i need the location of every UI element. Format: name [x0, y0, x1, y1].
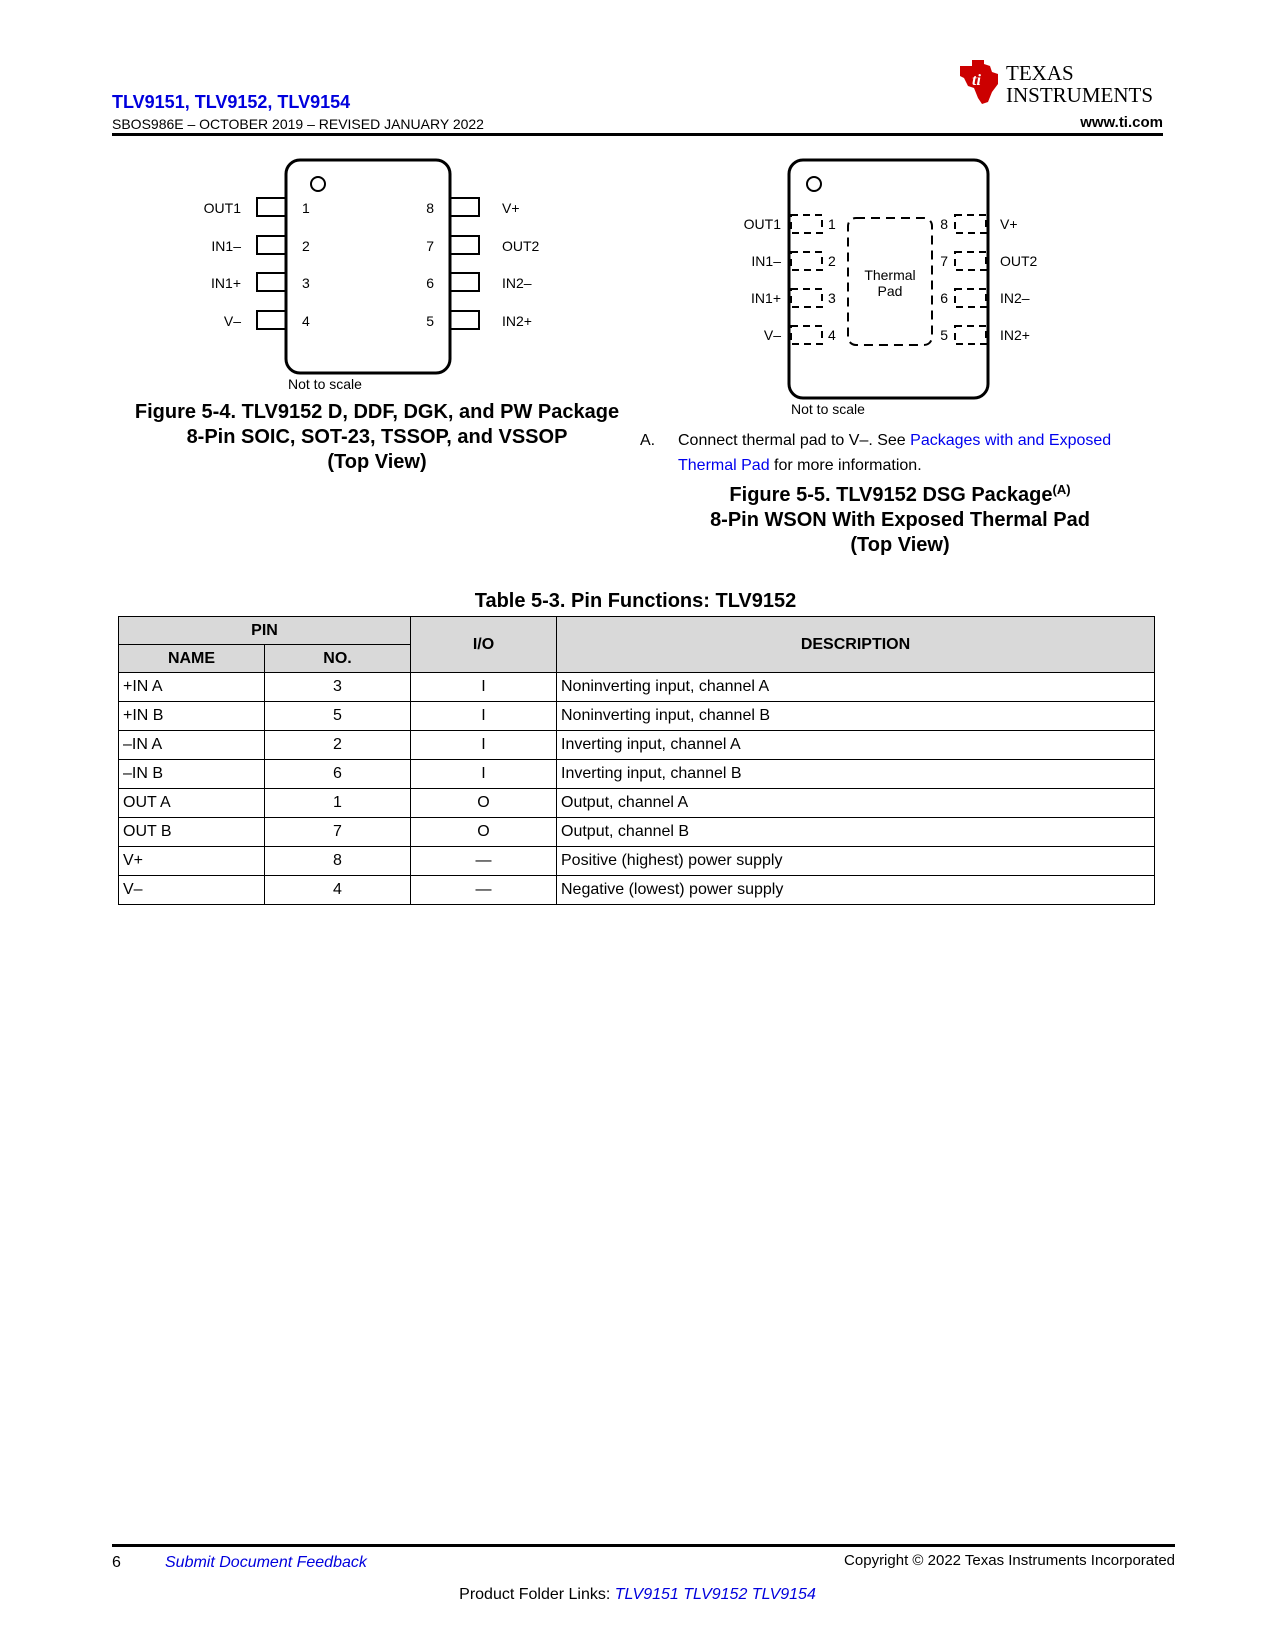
fig5-pin-number: 1 [828, 216, 836, 232]
soic-pin-pad [257, 198, 286, 216]
fig5-pin-label: OUT2 [1000, 253, 1038, 269]
wson-pin-pad [955, 289, 986, 307]
figure-5-4-caption [112, 400, 642, 475]
pin-name: –IN B [119, 760, 265, 789]
table-row [119, 818, 1155, 847]
wson-pin-pad [791, 215, 822, 233]
caption-line: Figure 5-4. TLV9152 D, DDF, DGK, and PW Package [134, 401, 620, 423]
pin1-marker [311, 177, 325, 191]
fig5-pin-label: V– [763, 327, 781, 343]
table-row [119, 702, 1155, 731]
thermal-pad-label: Thermal [864, 267, 916, 283]
folder-label: Product Folder Links: [459, 1586, 615, 1603]
pin-io: O [411, 789, 557, 818]
wson-pin-pad [791, 289, 822, 307]
table-title: Table 5-3. Pin Functions: TLV9152 [474, 590, 797, 612]
fig4-pin-label: V– [223, 313, 241, 329]
io-header: I/O [411, 617, 557, 673]
document-title[interactable]: TLV9151, TLV9152, TLV9154 [112, 92, 351, 112]
caption-footnote-ref[interactable]: (A) [1052, 482, 1071, 497]
caption-line [640, 477, 1160, 508]
fig4-pin-number: 6 [426, 275, 434, 291]
pin-number: 3 [265, 673, 411, 702]
table-row [119, 847, 1155, 876]
figure-5-5-caption [640, 477, 1160, 558]
wson-pin-pad [955, 326, 986, 344]
fig4-pin-label: OUT2 [502, 238, 540, 254]
table-row [119, 673, 1155, 702]
pin-name: +IN B [119, 702, 265, 731]
soic-package [257, 160, 479, 373]
wson-pin-pad [955, 215, 986, 233]
wson-pin-pad [955, 252, 986, 270]
pin-name: V– [119, 876, 265, 905]
fig5-pin-label: IN2– [1000, 290, 1030, 306]
thermal-pad-link[interactable]: Packages with and Exposed Thermal Pad [678, 432, 1112, 474]
fig5-pin-number: 6 [940, 290, 948, 306]
caption-text: Figure 5-5. TLV9152 DSG Package [729, 484, 1053, 506]
pin-number: 1 [265, 789, 411, 818]
fig5-pin-label: OUT1 [743, 216, 781, 232]
copyright: Copyright © 2022 Texas Instruments Incorporated [844, 1552, 1175, 1569]
pin-number: 5 [265, 702, 411, 731]
pin-description: Output, channel B [557, 818, 1155, 847]
product-link-tlv9154[interactable]: TLV9154 [751, 1586, 816, 1603]
description-header: DESCRIPTION [557, 617, 1155, 673]
pin-number: 6 [265, 760, 411, 789]
product-folder-links [0, 1586, 1275, 1604]
caption-line: 8-Pin SOIC, SOT-23, TSSOP, and VSSOP [186, 426, 568, 448]
fig5-scale-note: Not to scale [791, 401, 865, 417]
document-revision: SBOS986E – OCTOBER 2019 – REVISED JANUARY 2022 [112, 116, 484, 132]
soic-pin-pad [257, 311, 286, 329]
soic-pin-pad [450, 236, 479, 254]
product-link-tlv9152[interactable]: TLV9152 [683, 1586, 748, 1603]
fig5-pin-label: IN2+ [1000, 327, 1030, 343]
fig5-pin-number: 3 [828, 290, 836, 306]
table-row [119, 876, 1155, 905]
soic-pin-pad [450, 273, 479, 291]
fig5-pin-number: 5 [940, 327, 948, 343]
pin-io: I [411, 731, 557, 760]
page-number: 6 [112, 1554, 121, 1571]
pin-number: 8 [265, 847, 411, 876]
fig4-pin-label: IN1– [211, 238, 241, 254]
pin-group-header: PIN [119, 617, 411, 645]
fig5-pin-number: 2 [828, 253, 836, 269]
note-body [678, 428, 1158, 478]
pin-io: — [411, 847, 557, 876]
pin-number: 4 [265, 876, 411, 905]
pin-name: V+ [119, 847, 265, 876]
pin-description: Output, channel A [557, 789, 1155, 818]
fig5-pin-number: 8 [940, 216, 948, 232]
logo-line2: INSTRUMENTS [1006, 83, 1154, 107]
note-text: for more information. [769, 457, 922, 474]
soic-pin-pad [450, 198, 479, 216]
pin-io: I [411, 702, 557, 731]
pin-name: –IN A [119, 731, 265, 760]
pin-description: Negative (lowest) power supply [557, 876, 1155, 905]
pin1-marker [807, 177, 821, 191]
fig4-pin-number: 2 [302, 238, 310, 254]
name-header: NAME [119, 645, 265, 673]
wson-pin-pad [791, 252, 822, 270]
fig4-pin-number: 5 [426, 313, 434, 329]
pin-io: I [411, 673, 557, 702]
product-link-tlv9151[interactable]: TLV9151 [614, 1586, 679, 1603]
pin-description: Inverting input, channel A [557, 731, 1155, 760]
fig4-pin-number: 3 [302, 275, 310, 291]
fig5-pin-number: 7 [940, 253, 948, 269]
pin-description: Noninverting input, channel A [557, 673, 1155, 702]
submit-feedback-link[interactable]: Submit Document Feedback [165, 1554, 367, 1571]
fig4-pin-number: 7 [426, 238, 434, 254]
pin-number: 2 [265, 731, 411, 760]
pin-description: Inverting input, channel B [557, 760, 1155, 789]
soic-pin-pad [450, 311, 479, 329]
fig5-pin-label: V+ [1000, 216, 1018, 232]
fig4-pin-label: IN1+ [211, 275, 241, 291]
fig4-pin-label: IN2– [502, 275, 532, 291]
note-label: A. [640, 432, 656, 449]
pin-description: Positive (highest) power supply [557, 847, 1155, 876]
wson-pin-pad [791, 326, 822, 344]
logo-line1: TEXAS [1006, 61, 1074, 85]
no-header: NO. [265, 645, 411, 673]
pin-io: O [411, 818, 557, 847]
fig5-pin-number: 4 [828, 327, 836, 343]
pin-name: +IN A [119, 673, 265, 702]
ti-monogram: ti [972, 72, 981, 89]
pin-io: I [411, 760, 557, 789]
footer-rule [112, 1544, 1175, 1547]
fig4-pin-number: 8 [426, 200, 434, 216]
caption-line: 8-Pin WSON With Exposed Thermal Pad [710, 509, 1090, 531]
fig5-pin-label: IN1+ [751, 290, 781, 306]
soic-body [286, 160, 450, 373]
pin-functions-table [118, 616, 1155, 905]
fig4-pin-label: IN2+ [502, 313, 532, 329]
pin-name: OUT A [119, 789, 265, 818]
fig4-pin-label: OUT1 [203, 200, 241, 216]
pin-name: OUT B [119, 818, 265, 847]
thermal-pad-label: Pad [877, 283, 903, 299]
table-row [119, 731, 1155, 760]
note-text: Connect thermal pad to V–. See [678, 432, 911, 449]
pin-description: Noninverting input, channel B [557, 702, 1155, 731]
pin-io: — [411, 876, 557, 905]
fig4-pin-label: V+ [502, 200, 520, 216]
soic-pin-pad [257, 236, 286, 254]
table-row [119, 789, 1155, 818]
soic-pin-pad [257, 273, 286, 291]
caption-line: (Top View) [850, 534, 950, 556]
fig4-scale-note: Not to scale [288, 376, 362, 392]
fig4-pin-number: 4 [302, 313, 310, 329]
caption-line: (Top View) [327, 451, 427, 473]
fig4-pin-number: 1 [302, 200, 310, 216]
pin-number: 7 [265, 818, 411, 847]
ti-website-link[interactable]: www.ti.com [1080, 114, 1163, 131]
table-row [119, 760, 1155, 789]
fig5-pin-label: IN1– [751, 253, 781, 269]
